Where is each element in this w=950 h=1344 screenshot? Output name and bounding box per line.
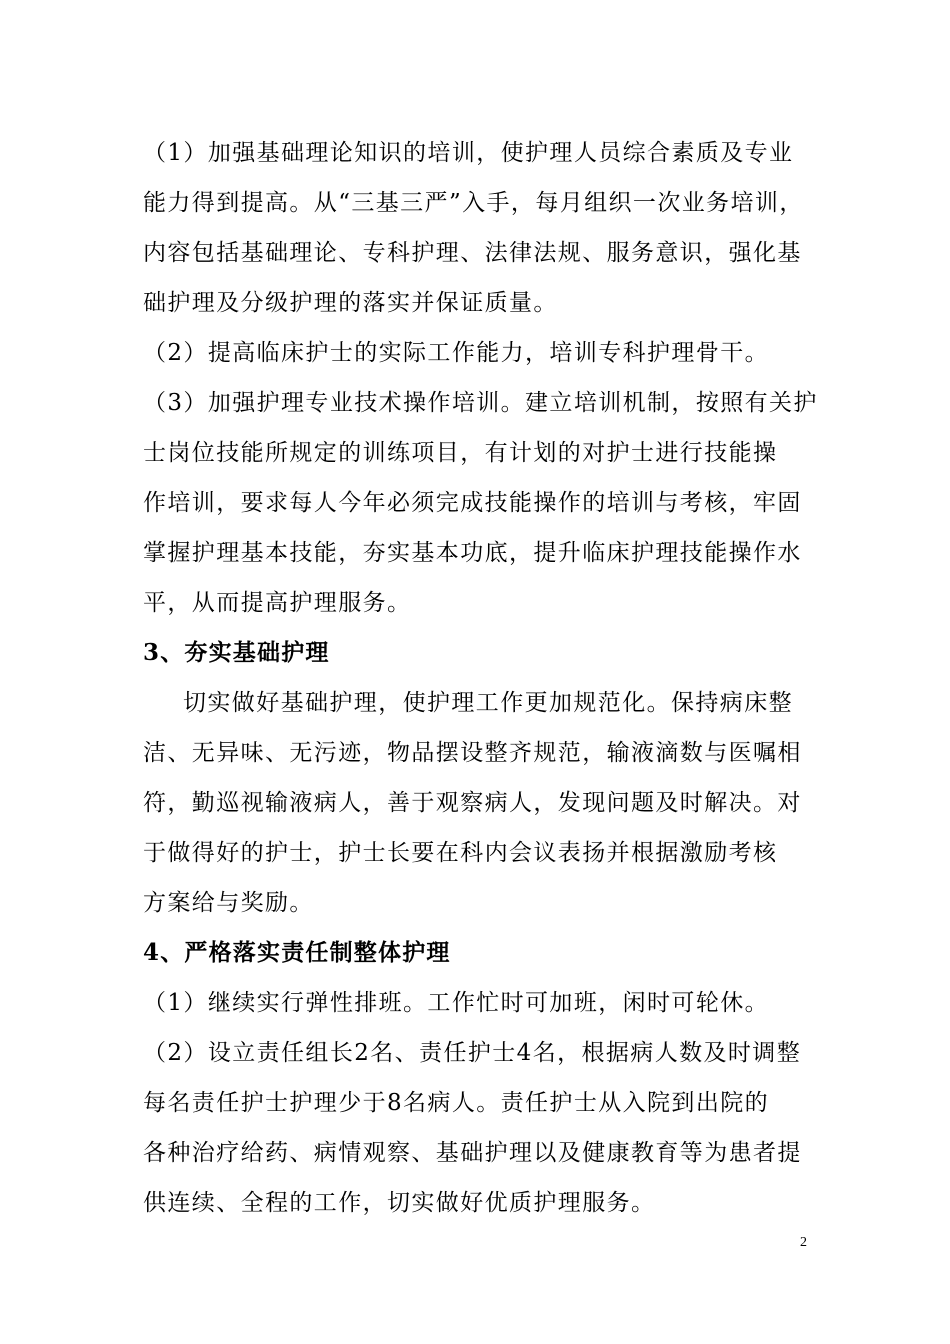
section-heading: 3、夯实基础护理 xyxy=(143,639,330,666)
paragraph-line: （2）设立责任组长2名、责任护士4名，根据病人数及时调整 xyxy=(143,1040,802,1066)
document-body xyxy=(143,128,818,1228)
paragraph-line: 础护理及分级护理的落实并保证质量。 xyxy=(143,290,558,316)
paragraph-line: 作培训，要求每人今年必须完成技能操作的培训与考核，牢固 xyxy=(143,490,802,516)
paragraph-line: （3）加强护理专业技术操作培训。建立培训机制，按照有关护 xyxy=(143,390,818,416)
paragraph-line: 洁、无异味、无污迹，物品摆设整齐规范，输液滴数与医嘱相 xyxy=(143,740,802,766)
paragraph-line: 内容包括基础理论、专科护理、法律法规、服务意识，强化基 xyxy=(143,240,802,266)
paragraph-line: 平，从而提高护理服务。 xyxy=(143,590,412,616)
page-number: 2 xyxy=(800,1235,807,1250)
paragraph-line: 方案给与奖励。 xyxy=(143,890,314,916)
paragraph-line: 切实做好基础护理，使护理工作更加规范化。保持病床整 xyxy=(183,690,793,716)
paragraph-line: 符，勤巡视输液病人，善于观察病人，发现问题及时解决。对 xyxy=(143,790,802,816)
paragraph-line: （2）提高临床护士的实际工作能力，培训专科护理骨干。 xyxy=(143,340,770,366)
paragraph-line: （1）继续实行弹性排班。工作忙时可加班，闲时可轮休。 xyxy=(143,990,770,1016)
paragraph-line: 于做得好的护士，护士长要在科内会议表扬并根据激励考核 xyxy=(143,840,778,866)
paragraph-line: 能力得到提高。从“三基三严”入手，每月组织一次业务培训， xyxy=(143,190,804,216)
paragraph-line: 士岗位技能所规定的训练项目，有计划的对护士进行技能操 xyxy=(143,440,778,466)
paragraph-line: （1）加强基础理论知识的培训，使护理人员综合素质及专业 xyxy=(143,140,794,166)
paragraph-line: 供连续、全程的工作，切实做好优质护理服务。 xyxy=(143,1190,656,1216)
paragraph-line: 各种治疗给药、病情观察、基础护理以及健康教育等为患者提 xyxy=(143,1140,802,1166)
paragraph-line: 掌握护理基本技能，夯实基本功底，提升临床护理技能操作水 xyxy=(143,540,802,566)
paragraph-line: 每名责任护士护理少于8名病人。责任护士从入院到出院的 xyxy=(143,1090,770,1116)
section-heading: 4、严格落实责任制整体护理 xyxy=(143,939,451,966)
